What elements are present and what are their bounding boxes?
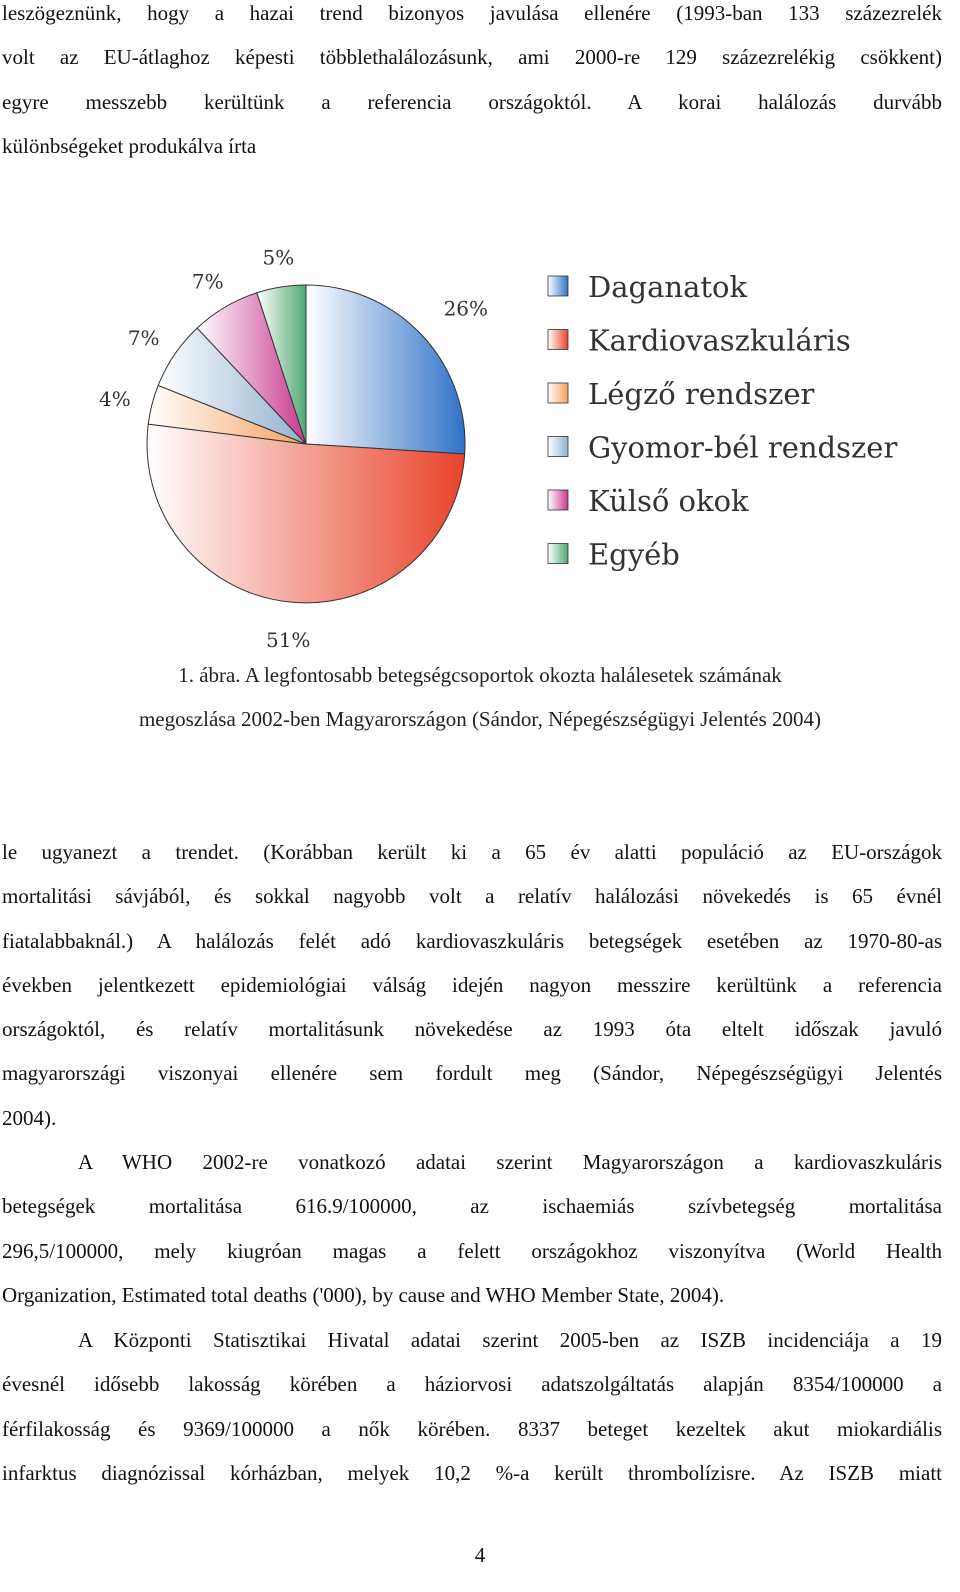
legend-label-5: Egyéb bbox=[588, 537, 680, 572]
legend-swatch-4 bbox=[548, 490, 568, 510]
text-line: különbségeket produkálva írta bbox=[2, 133, 257, 158]
pie-label-4: 7% bbox=[191, 269, 224, 294]
text-line: A Központi Statisztikai Hivatal adatai szerint 2005-ben az ISZB incidenciája a 19 bbox=[78, 1328, 942, 1352]
legend-swatch-2 bbox=[548, 383, 568, 403]
pie-label-0: 26% bbox=[443, 296, 489, 321]
text-line: egyre messzebb kerültünk a referencia országoktól. A korai halálozás durvább bbox=[2, 89, 942, 114]
paragraph-top bbox=[2, 0, 942, 168]
text-line: volt az EU-átlaghoz képesti többlethalálozásunk, ami 2000-re 129 százezrelékig csökkent) bbox=[2, 45, 942, 70]
pie-chart bbox=[78, 218, 898, 653]
pie-label-1: 51% bbox=[265, 628, 311, 653]
text-line: infarktus diagnózissal kórházban, melyek 10,2 %-a került thrombolízisre. Az ISZB miatt bbox=[2, 1460, 942, 1485]
legend-label-3: Gyomor-bél rendszer bbox=[588, 430, 898, 465]
legend-swatch-0 bbox=[548, 276, 568, 296]
pie-label-3: 7% bbox=[127, 325, 160, 350]
legend-swatch-1 bbox=[548, 330, 568, 350]
legend-label-0: Daganatok bbox=[588, 270, 748, 304]
text-line: magyarországi viszonyai ellenére sem fordult meg (Sándor, Népegészségügyi Jelentés bbox=[2, 1061, 942, 1086]
figure-caption-line-1: 1. ábra. A legfontosabb betegségcsoportok okozta halálesetek számának bbox=[178, 663, 782, 687]
paragraph-who bbox=[2, 1140, 942, 1317]
pie-label-2: 4% bbox=[99, 387, 131, 411]
legend-swatch-5 bbox=[548, 544, 568, 564]
text-line: évesnél idősebb lakosság körében a háziorvosi adatszolgáltatás alapján 8354/100000 a bbox=[2, 1372, 942, 1397]
text-line: években jelentkezett epidemiológiai válság idején nagyon messzire kerültünk a referencia bbox=[2, 972, 942, 997]
pie-label-5: 5% bbox=[262, 245, 295, 270]
text-line: leszögeznünk, hogy a hazai trend bizonyos javulása ellenére (1993-ban 133 százezrelék bbox=[2, 1, 942, 25]
pie-chart-figure bbox=[78, 218, 898, 653]
legend-label-4: Külső okok bbox=[588, 484, 749, 518]
legend-label-2: Légző rendszer bbox=[588, 377, 815, 411]
text-line: fiatalabbaknál.) A halálozás felét adó kardiovaszkuláris betegségek esetében az 1970-80-as bbox=[2, 928, 942, 953]
text-line: le ugyanezt a trendet. (Korábban került ki a 65 év alatti populáció az EU-országok bbox=[2, 840, 942, 864]
text-line: betegségek mortalitása 616.9/100000, az ischaemiás szívbetegség mortalitása bbox=[2, 1194, 942, 1219]
figure-caption-line-2: megoszlása 2002-ben Magyarországon (Sándor, Népegészségügyi Jelentés 2004) bbox=[138, 707, 822, 731]
legend-swatch-3 bbox=[548, 437, 568, 457]
page-number: 4 bbox=[474, 1543, 486, 1567]
text-line: Organization, Estimated total deaths ('000), by cause and WHO Member State, 2004). bbox=[2, 1282, 725, 1307]
text-line: A WHO 2002-re vonatkozó adatai szerint Magyarországon a kardiovaszkuláris bbox=[78, 1150, 942, 1174]
text-line: országoktól, és relatív mortalitásunk növekedése az 1993 óta eltelt időszak javuló bbox=[2, 1017, 942, 1042]
text-line: férfilakosság és 9369/100000 a nők körében. 8337 beteget kezeltek akut miokardiális bbox=[2, 1416, 942, 1441]
paragraph-ksh bbox=[2, 1318, 942, 1495]
text-line: 296,5/100000, mely kiugróan magas a felett országokhoz viszonyítva (World Health bbox=[2, 1238, 942, 1263]
text-line: mortalitási sávjából, és sokkal nagyobb volt a relatív halálozási növekedés is 65 évnél bbox=[2, 884, 942, 909]
text-line: 2004). bbox=[2, 1105, 57, 1130]
paragraph-mid bbox=[2, 830, 942, 1140]
legend-label-1: Kardiovaszkuláris bbox=[588, 323, 851, 358]
